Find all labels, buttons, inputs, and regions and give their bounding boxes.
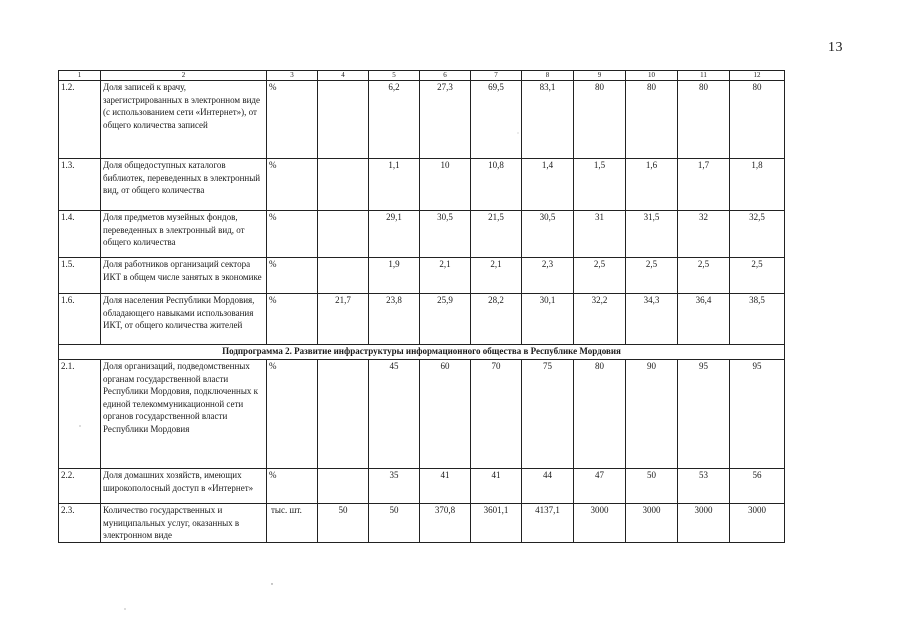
value-cell: 4137,1 (522, 504, 574, 543)
value-cell: 23,8 (369, 294, 420, 345)
value-cell: 60 (420, 360, 471, 469)
value-cell: 36,4 (678, 294, 730, 345)
row-number: 2.1. (59, 360, 101, 469)
column-number: 9 (574, 71, 626, 81)
column-number: 4 (318, 71, 369, 81)
column-number: 3 (267, 71, 318, 81)
value-cell: 3000 (574, 504, 626, 543)
value-cell: 1,1 (369, 159, 420, 211)
value-cell: 38,5 (730, 294, 785, 345)
value-cell: 28,2 (471, 294, 522, 345)
value-cell: 47 (574, 469, 626, 504)
column-number: 11 (678, 71, 730, 81)
value-cell: 45 (369, 360, 420, 469)
row-number: 1.2. (59, 81, 101, 159)
indicator-name: Доля населения Республики Мордовия, обладающего навыками использования ИКТ, от общего количества жителей (101, 294, 267, 345)
value-cell: 83,1 (522, 81, 574, 159)
indicator-name: Доля работников организаций сектора ИКТ в общем числе занятых в экономике (101, 258, 267, 294)
value-cell: 53 (678, 469, 730, 504)
value-cell: 41 (471, 469, 522, 504)
column-number: 2 (101, 71, 267, 81)
value-cell: 50 (318, 504, 369, 543)
column-number: 12 (730, 71, 785, 81)
value-cell: 41 (420, 469, 471, 504)
value-cell: 80 (574, 360, 626, 469)
value-cell: 3601,1 (471, 504, 522, 543)
value-cell: 21,5 (471, 211, 522, 258)
value-cell: 80 (730, 81, 785, 159)
value-cell: 10 (420, 159, 471, 211)
value-cell: 2,1 (420, 258, 471, 294)
page-number: 13 (828, 40, 843, 55)
indicator-name: Доля общедоступных каталогов библиотек, переведенных в электронный вид, от общего количества (101, 159, 267, 211)
column-number: 5 (369, 71, 420, 81)
unit-cell: % (267, 258, 318, 294)
indicator-name: Количество государственных и муниципальных услуг, оказанных в электронном виде (101, 504, 267, 543)
value-cell: 1,5 (574, 159, 626, 211)
value-cell: 10,8 (471, 159, 522, 211)
value-cell: 35 (369, 469, 420, 504)
value-cell: 2,5 (574, 258, 626, 294)
value-cell: 2,5 (678, 258, 730, 294)
value-cell: 1,4 (522, 159, 574, 211)
value-cell: 31,5 (626, 211, 678, 258)
value-cell: 1,9 (369, 258, 420, 294)
value-cell: 30,5 (420, 211, 471, 258)
unit-cell: % (267, 159, 318, 211)
value-cell: 95 (730, 360, 785, 469)
value-cell: 21,7 (318, 294, 369, 345)
value-cell: 2,5 (730, 258, 785, 294)
indicator-name: Доля организаций, подведомственных органам государственной власти Республики Мордовия, подключенных к единой телекоммуникационной сети органов государственной власти Республики Мордовия (101, 360, 267, 469)
value-cell: 3000 (730, 504, 785, 543)
row-number: 1.3. (59, 159, 101, 211)
unit-cell: % (267, 469, 318, 504)
value-cell: 3000 (626, 504, 678, 543)
row-number: 2.2. (59, 469, 101, 504)
value-cell: 1,7 (678, 159, 730, 211)
indicator-name: Доля предметов музейных фондов, переведенных в электронный вид, от общего количества (101, 211, 267, 258)
value-cell: 32,2 (574, 294, 626, 345)
value-cell: 25,9 (420, 294, 471, 345)
row-number: 1.6. (59, 294, 101, 345)
value-cell: 3000 (678, 504, 730, 543)
value-cell: 2,3 (522, 258, 574, 294)
value-cell: 69,5 (471, 81, 522, 159)
column-number: 6 (420, 71, 471, 81)
subprogram-title: Подпрограмма 2. Развитие инфраструктуры информационного общества в Республике Мордовия (59, 345, 785, 360)
column-number: 7 (471, 71, 522, 81)
value-cell: 6,2 (369, 81, 420, 159)
value-cell: 27,3 (420, 81, 471, 159)
value-cell: 80 (678, 81, 730, 159)
unit-cell: % (267, 211, 318, 258)
value-cell: 31 (574, 211, 626, 258)
value-cell: 1,6 (626, 159, 678, 211)
indicator-name: Доля домашних хозяйств, имеющих широкополосный доступ в «Интернет» (101, 469, 267, 504)
value-cell: 44 (522, 469, 574, 504)
value-cell: 2,1 (471, 258, 522, 294)
unit-cell: % (267, 360, 318, 469)
column-number: 10 (626, 71, 678, 81)
value-cell: 1,8 (730, 159, 785, 211)
value-cell: 70 (471, 360, 522, 469)
column-number: 1 (59, 71, 101, 81)
value-cell: 75 (522, 360, 574, 469)
value-cell: 29,1 (369, 211, 420, 258)
unit-cell: тыс. шт. (267, 504, 318, 543)
value-cell: 32 (678, 211, 730, 258)
value-cell: 50 (369, 504, 420, 543)
row-number: 2.3. (59, 504, 101, 543)
value-cell: 2,5 (626, 258, 678, 294)
value-cell: 32,5 (730, 211, 785, 258)
value-cell: 370,8 (420, 504, 471, 543)
unit-cell: % (267, 81, 318, 159)
value-cell: 30,5 (522, 211, 574, 258)
value-cell: 90 (626, 360, 678, 469)
value-cell: 34,3 (626, 294, 678, 345)
value-cell: 95 (678, 360, 730, 469)
row-number: 1.4. (59, 211, 101, 258)
indicator-name: Доля записей к врачу, зарегистрированных в электронном виде (с использованием сети «Интернет»), от общего количества записей (101, 81, 267, 159)
value-cell: 50 (626, 469, 678, 504)
value-cell: 30,1 (522, 294, 574, 345)
row-number: 1.5. (59, 258, 101, 294)
column-number: 8 (522, 71, 574, 81)
value-cell: 80 (626, 81, 678, 159)
value-cell: 80 (574, 81, 626, 159)
unit-cell: % (267, 294, 318, 345)
value-cell: 56 (730, 469, 785, 504)
